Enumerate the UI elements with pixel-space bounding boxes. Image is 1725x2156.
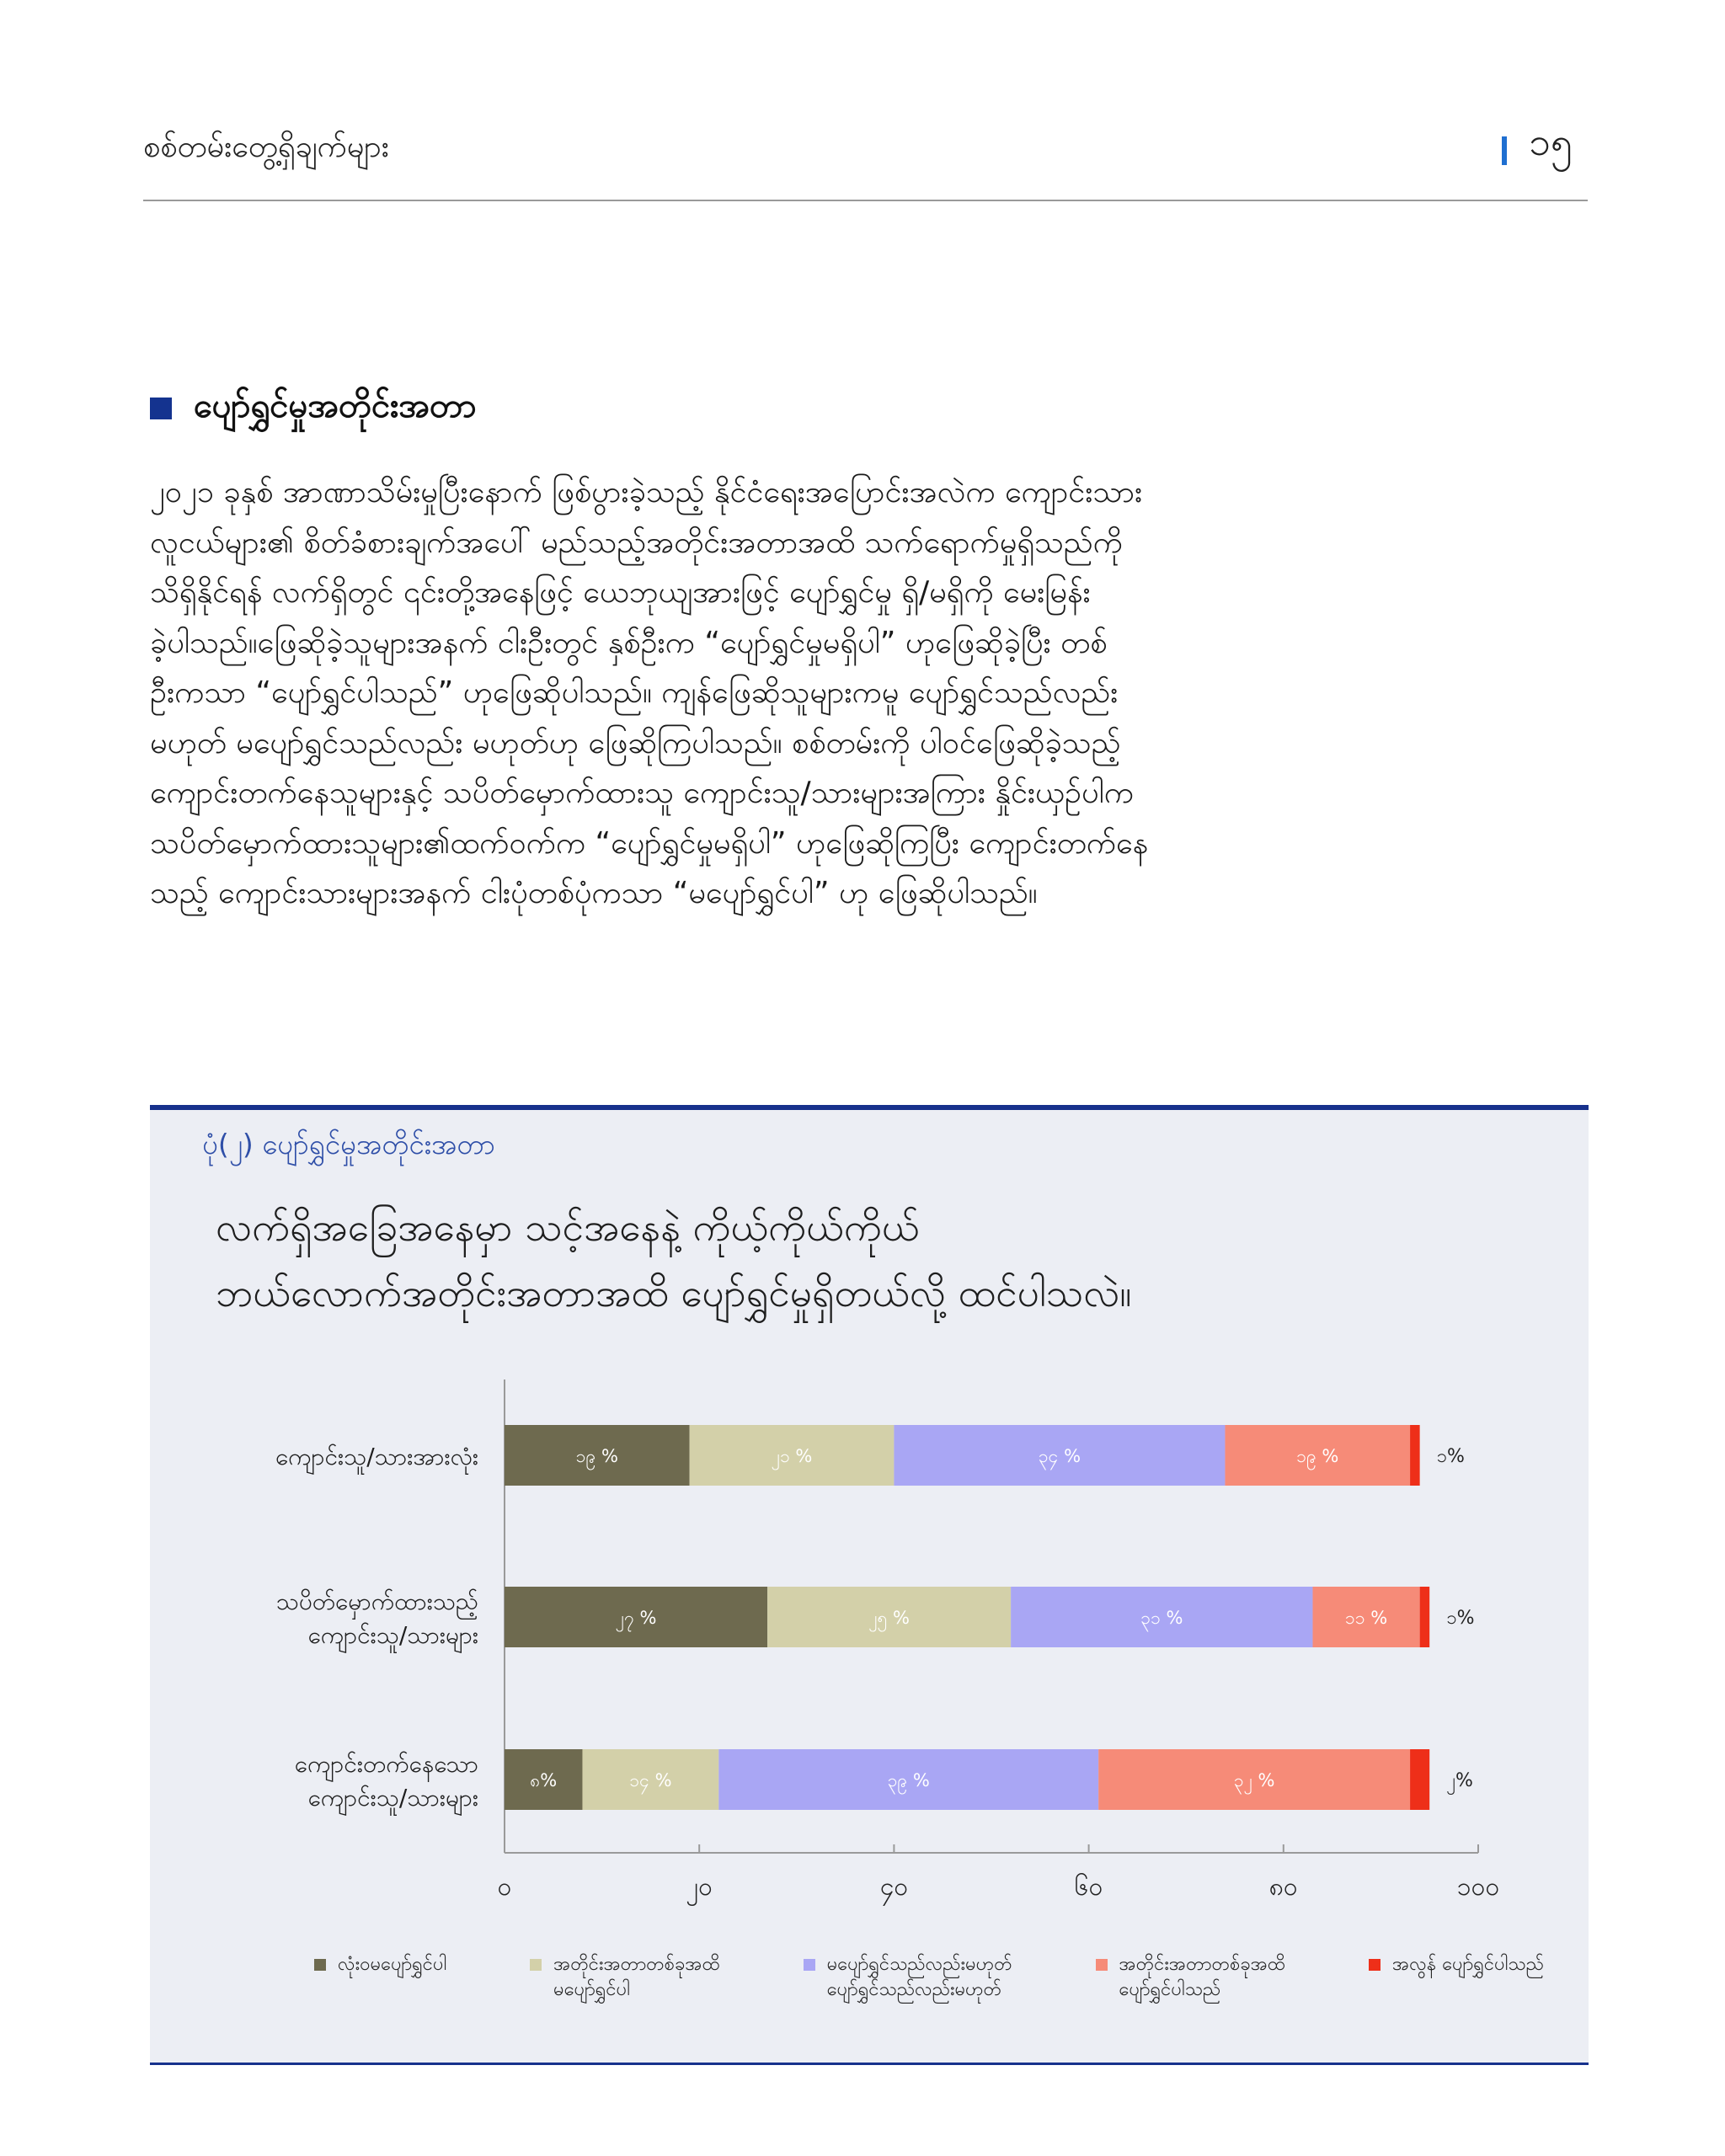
paragraph-line: ခဲ့ပါသည်။ဖြေဆိုခဲ့သူများအနက် ငါးဦးတွင် နှစ်ဦးက “ပျော်ရွှင်မှုမရှိပါ” ဟုဖြေဆိုခဲ့ပြီး တစ် (150, 625, 1108, 660)
legend-label: လုံးဝမပျော်ရွှင်ပါ (338, 1954, 447, 1975)
legend-swatch (530, 1959, 542, 1971)
bar-segment (1410, 1749, 1429, 1810)
legend-swatch (314, 1959, 326, 1971)
figure-panel (150, 1105, 1589, 2065)
body-paragraph (150, 467, 1409, 919)
section-heading-text: ပျော်ရွှင်မှုအတိုင်းအတာ (194, 386, 477, 425)
paragraph-line: လူငယ်များ၏ စိတ်ခံစားချက်အပေါ် မည်သည့်အတိုင်းအတာအထိ သက်ရောက်မှုရှိသည်ကို (150, 525, 1123, 560)
figure-question-line: ဘယ်လောက်အတိုင်းအတာအထိ ပျော်ရွှင်မှုရှိတယ်လို့ ထင်ပါသလဲ။ (216, 1270, 1132, 1315)
legend-item (1096, 1952, 1286, 2003)
x-tick-label: ၀ (497, 1872, 512, 1902)
data-label: ၁၉ % (1296, 1446, 1339, 1466)
bar-segment (1410, 1425, 1420, 1486)
data-label: ၂၇ % (615, 1608, 657, 1628)
x-tick-label: ၂၀ (686, 1872, 713, 1902)
legend-item (530, 1952, 720, 2003)
legend-item (1369, 1952, 1544, 2003)
paragraph-line: သည့် ကျောင်းသားများအနက် ငါးပုံတစ်ပုံကသာ “မပျော်ရွှင်ပါ” ဟု ဖြေဆိုပါသည်။ (150, 876, 1038, 910)
data-label: ၂% (1446, 1770, 1473, 1791)
data-label: ၃၂ % (1233, 1770, 1275, 1790)
figure-label: ပုံ(၂) ပျော်ရွှင်မှုအတိုင်းအတာ (202, 1128, 495, 1161)
legend-label: မပျော်ရွှင်သည်လည်းမဟုတ် ပျော်ရွှင်သည်လည်းမဟုတ် (826, 1954, 1012, 2000)
legend-label: အတိုင်းအတာတစ်ခုအထိ မပျော်ရွှင်ပါ (553, 1954, 720, 2000)
category-label: ကျောင်းသူ/သားများ (307, 1784, 478, 1812)
paragraph-line: မဟုတ် မပျော်ရွှင်သည်လည်း မဟုတ်ဟု ဖြေဆိုကြပါသည်။ စစ်တမ်းကို ပါဝင်ဖြေဆိုခဲ့သည့် (150, 725, 1121, 760)
category-label: ကျောင်းသူ/သားများ (307, 1621, 478, 1649)
x-tick-label: ၁၀၀ (1456, 1872, 1500, 1902)
section-heading (150, 379, 476, 438)
x-tick-label: ၈၀ (1268, 1872, 1298, 1902)
heading-square-icon (150, 398, 172, 419)
data-label: ၃၁ % (1140, 1608, 1183, 1628)
running-title: စစ်တမ်းတွေ့ရှိချက်များ (143, 130, 389, 164)
legend-label: အတိုင်းအတာတစ်ခုအထိ ပျော်ရွှင်ပါသည် (1119, 1954, 1286, 2000)
legend-swatch (804, 1959, 815, 1971)
figure-question-line: လက်ရှိအခြေအနေမှာ သင့်အနေနဲ့ ကိုယ့်ကိုယ်ကိုယ် (216, 1204, 920, 1250)
stacked-bar-chart (150, 1110, 1589, 1952)
paragraph-line: ဦးကသာ “ပျော်ရွှင်ပါသည်” ဟုဖြေဆိုပါသည်။ ကျန်ဖြေဆိုသူများကမူ ပျော်ရွှင်သည်လည်း (150, 675, 1119, 710)
x-tick-label: ၆၀ (1074, 1872, 1103, 1902)
paragraph-line: ၂၀၂၁ ခုနှစ် အာဏာသိမ်းမှုပြီးနောက် ဖြစ်ပွားခဲ့သည့် နိုင်ငံရေးအပြောင်းအလဲက ကျောင်းသား (150, 475, 1143, 510)
data-label: ၂၁ % (771, 1446, 813, 1466)
legend-item (804, 1952, 1012, 2003)
x-tick-label: ၄၀ (879, 1872, 909, 1902)
data-label: ၈% (530, 1770, 558, 1790)
legend-item (314, 1952, 446, 2003)
category-label: ကျောင်းသူ/သားအားလုံး (275, 1443, 478, 1470)
category-label: သပိတ်မှောက်ထားသည့် (275, 1588, 478, 1615)
data-label: ၁% (1436, 1446, 1465, 1467)
page-number-accent-bar (1502, 136, 1507, 165)
data-label: ၁၄ % (629, 1770, 672, 1790)
header-divider (143, 200, 1588, 201)
bar-segment (1420, 1587, 1430, 1647)
page-number: ၁၅ (1529, 119, 1573, 164)
chart-legend (314, 1952, 1544, 2003)
data-label: ၁၁ % (1344, 1608, 1388, 1628)
paragraph-line: ကျောင်းတက်နေသူများနှင့် သပိတ်မှောက်ထားသူ ကျောင်းသူ/သားများအကြား နှိုင်းယှဉ်ပါက (150, 776, 1134, 810)
data-label: ၃၄ % (1038, 1446, 1081, 1466)
data-label: ၂၅ % (868, 1608, 911, 1628)
paragraph-line: သပိတ်မှောက်ထားသူများ၏ထက်ဝက်က “ပျော်ရွှင်မှုမရှိပါ” ဟုဖြေဆိုကြပြီး ကျောင်းတက်နေ (150, 825, 1149, 861)
data-label: ၃၉ % (887, 1770, 930, 1790)
data-label: ၁% (1446, 1608, 1475, 1629)
paragraph-line: သိရှိနိုင်ရန် လက်ရှိတွင် ၎င်းတို့အနေဖြင့် ယေဘုယျအားဖြင့် ပျော်ရွှင်မှု ရှိ/မရှိကို မေးမြန်း (150, 575, 1091, 610)
legend-label: အလွန် ပျော်ရွှင်ပါသည် (1392, 1954, 1544, 1975)
data-label: ၁၉ % (575, 1446, 618, 1466)
legend-swatch (1096, 1959, 1108, 1971)
legend-swatch (1369, 1959, 1381, 1971)
category-label: ကျောင်းတက်နေသော (294, 1750, 478, 1778)
